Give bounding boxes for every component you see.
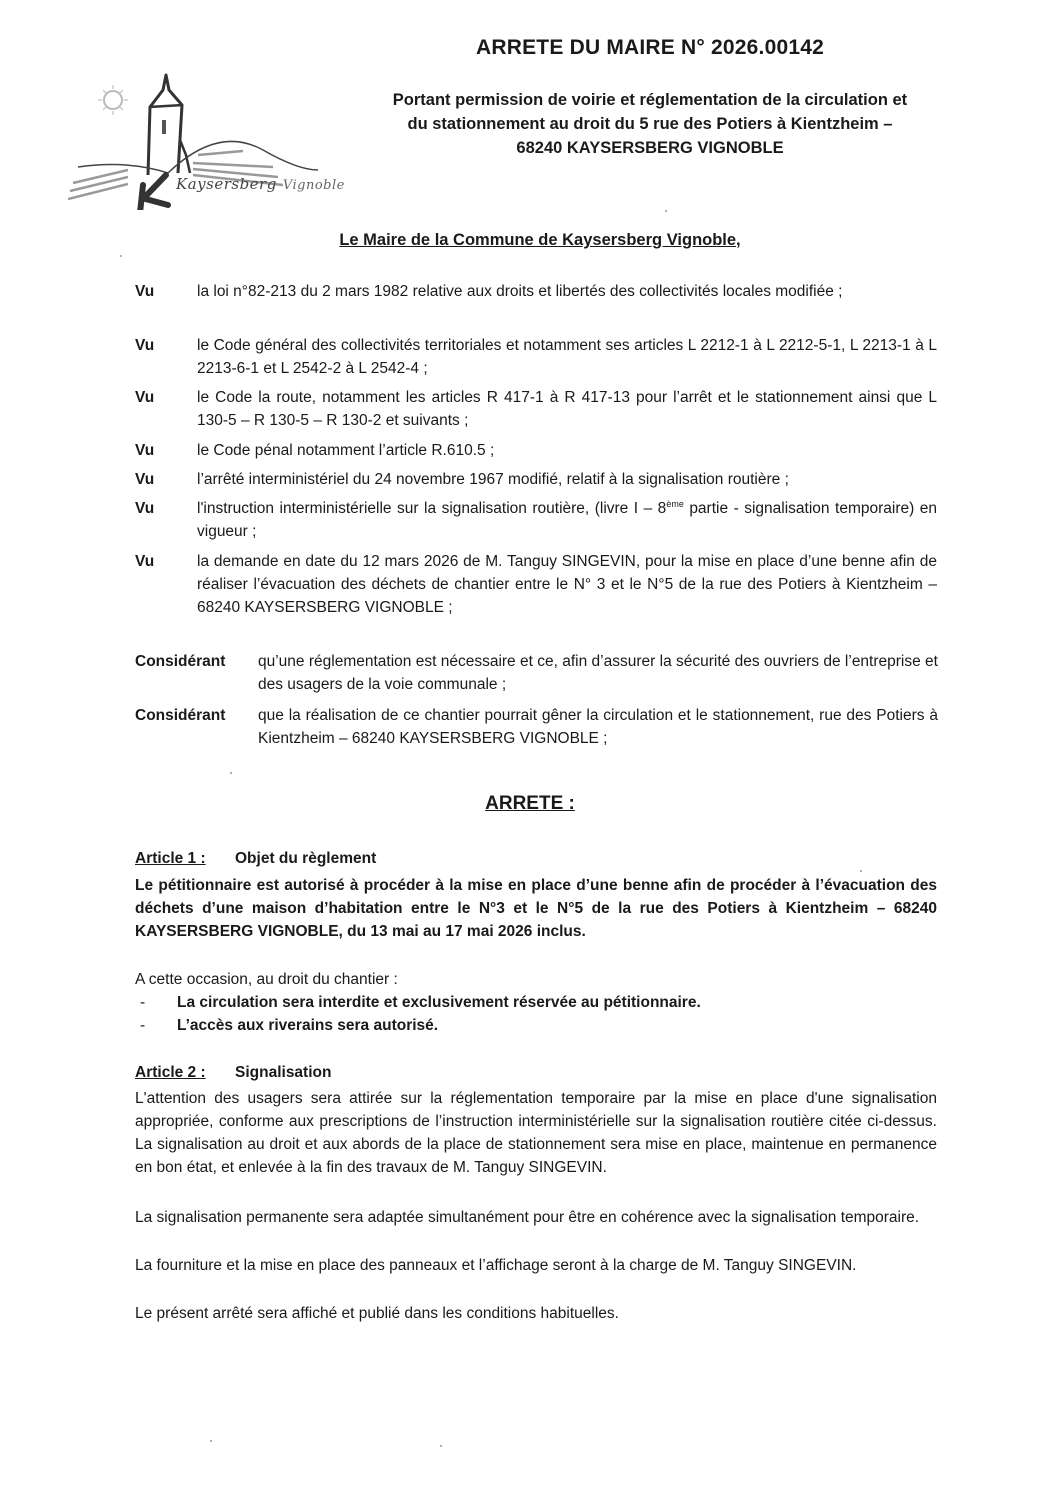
considerant-text: que la réalisation de ce chantier pourrait gêner la circulation et le stationnement, rue des Potiers à Kientzheim – 68240 KAYSERSBERG VIGNOBLE ;	[258, 707, 938, 747]
vu-label: Vu	[135, 337, 155, 354]
article-number: Article 1 :	[135, 850, 206, 867]
logo-wordmark-text: Kaysersberg	[176, 175, 277, 193]
superscript: ème	[666, 498, 684, 509]
scan-speck	[120, 255, 122, 257]
vu-text: la loi n°82-213 du 2 mars 1982 relative aux droits et libertés des collectivités locales modifiée ;	[197, 283, 843, 300]
scan-speck	[440, 1445, 442, 1447]
decree-subtitle	[340, 88, 960, 160]
article-1-bullets	[140, 991, 701, 1037]
arrete-heading: ARRETE :	[485, 793, 575, 814]
subtitle-line: Portant permission de voirie et réglementation de la circulation et	[392, 91, 908, 109]
vu-text: le Code pénal notamment l’article R.610.5 ;	[197, 442, 495, 459]
vu-label: Vu	[135, 283, 155, 300]
bullet-item: - L’accès aux riverains sera autorisé.	[140, 1014, 701, 1037]
vu-label: Vu	[135, 389, 155, 406]
scan-speck	[230, 772, 232, 774]
subtitle-line: 68240 KAYSERSBERG VIGNOBLE	[516, 139, 784, 157]
considerant-text: qu’une réglementation est nécessaire et ce, afin d’assurer la sécurité des ouvriers de l’entreprise et des usagers de la voie communale ;	[258, 653, 938, 693]
vu-text: le Code la route, notamment les articles R 417-1 à R 417-13 pour l’arrêt et le stationnement ainsi que L 130-5 – R 130-5 – R 130-2 et suivants ;	[197, 389, 937, 429]
scan-speck	[860, 870, 862, 872]
scan-speck	[665, 210, 667, 212]
vu-text: l’arrêté interministériel du 24 novembre 1967 modifié, relatif à la signalisation routière ;	[197, 471, 789, 488]
article-2-paragraph: Le présent arrêté sera affiché et publié dans les conditions habituelles.	[135, 1305, 619, 1322]
article-title: Objet du règlement	[235, 850, 377, 867]
article-title: Signalisation	[235, 1064, 332, 1081]
logo-wordmark	[176, 175, 345, 193]
vu-text	[197, 497, 937, 543]
subtitle-line: du stationnement au droit du 5 rue des Potiers à Kientzheim –	[407, 115, 893, 133]
considerant-label: Considérant	[135, 653, 226, 670]
considerant-label: Considérant	[135, 707, 226, 724]
vu-text-part: partie - signalisation temporaire) en vigueur ;	[197, 500, 937, 540]
vu-label: Vu	[135, 553, 155, 570]
article-1-intro: A cette occasion, au droit du chantier :	[135, 971, 398, 988]
article-number: Article 2 :	[135, 1064, 206, 1081]
article-1-body: Le pétitionnaire est autorisé à procéder à la mise en place d’une benne afin de procéder à l’évacuation des déchets d’une maison d’habitation entre le N°3 et le N°5 de la rue des Potiers à Kientzheim – 68240 KAYSERSBERG VIGNOBLE, du 13 mai au 17 mai 2026 inclus.	[135, 877, 937, 940]
vu-label: Vu	[135, 442, 155, 459]
article-2-paragraph: La signalisation permanente sera adaptée simultanément pour être en cohérence avec la signalisation temporaire.	[135, 1209, 920, 1226]
decree-title: ARRETE DU MAIRE N° 2026.00142	[476, 36, 824, 59]
bullet-item: - La circulation sera interdite et exclusivement réservée au pétitionnaire.	[140, 991, 701, 1014]
article-2-paragraph: La fourniture et la mise en place des panneaux et l’affichage seront à la charge de M. Tanguy SINGEVIN.	[135, 1257, 857, 1274]
scan-speck	[210, 1440, 212, 1442]
vu-label: Vu	[135, 500, 155, 517]
vu-label: Vu	[135, 471, 155, 488]
article-1-heading	[135, 850, 377, 868]
municipality-logo	[68, 55, 345, 210]
logo-wordmark-suffix: Vignoble	[282, 178, 345, 193]
vu-text: le Code général des collectivités territoriales et notamment ses articles L 2212-1 à L 2212-5-1, L 2213-1 à L 2213-6-1 et L 2542-2 à L 2542-4 ;	[197, 337, 937, 377]
article-2-paragraph: L'attention des usagers sera attirée sur la réglementation temporaire par la mise en place d'une signalisation appropriée, conforme aux prescriptions de l’instruction interministérielle sur la signalisation routière citée ci-dessus. La signalisation au droit et aux abords de la place de stationnement sera mise en place, maintenue en permanence en bon état, et enlevée à la fin des travaux de M. Tanguy SINGEVIN.	[135, 1090, 937, 1176]
article-2-heading	[135, 1064, 332, 1082]
vu-text: la demande en date du 12 mars 2026 de M. Tanguy SINGEVIN, pour la mise en place d’une benne afin de réaliser l’évacuation des déchets de chantier entre le N° 3 et le N°5 de la rue des Potiers à Kientzheim – 68240 KAYSERSBERG VIGNOBLE ;	[197, 553, 937, 616]
vu-text-part: l'instruction interministérielle sur la signalisation routière, (livre I – 8	[197, 500, 667, 517]
issuing-authority: Le Maire de la Commune de Kaysersberg Vignoble,	[339, 231, 741, 249]
